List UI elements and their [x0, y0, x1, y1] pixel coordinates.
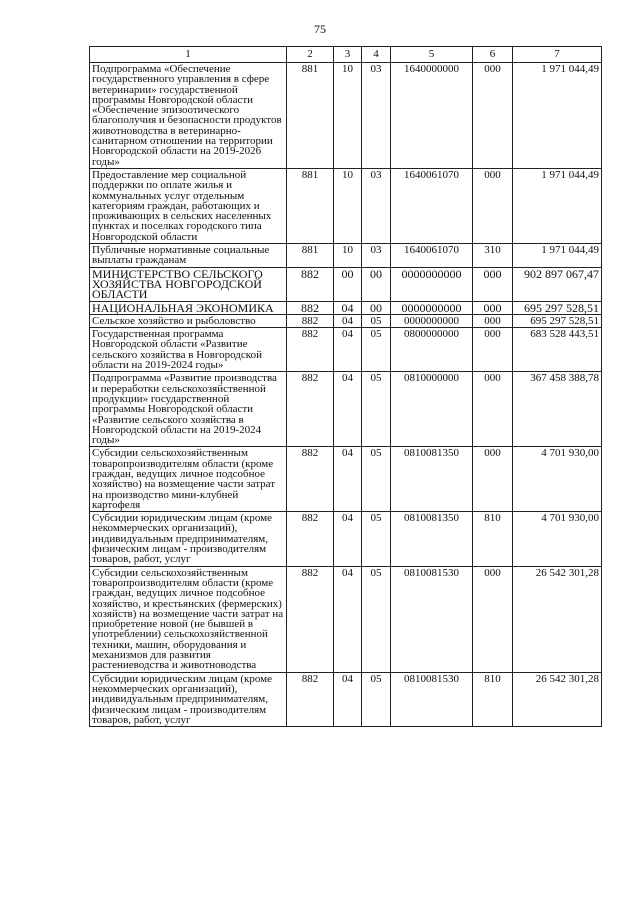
- section-code: 10: [334, 244, 362, 268]
- ministry-code: 882: [287, 372, 334, 447]
- budget-table: [89, 46, 602, 727]
- column-header: 3: [334, 47, 362, 63]
- amount: 26 542 301,28: [513, 672, 602, 726]
- section-code: 04: [334, 672, 362, 726]
- subsection-code: 05: [362, 372, 391, 447]
- column-header: 6: [473, 47, 513, 63]
- amount: 4 701 930,00: [513, 447, 602, 512]
- target-code: 0810081350: [391, 512, 473, 566]
- expense-type-code: 000: [473, 301, 513, 314]
- target-code: 0810081530: [391, 566, 473, 672]
- subsection-code: 05: [362, 328, 391, 372]
- subsection-code: 00: [362, 301, 391, 314]
- header-row: [90, 47, 602, 63]
- amount: 1 971 044,49: [513, 63, 602, 169]
- section-code: 10: [334, 168, 362, 243]
- table-row: [90, 301, 602, 314]
- row-name: МИНИСТЕРСТВО СЕЛЬСКОГО ХОЗЯЙСТВА НОВГОРОДСКОЙ ОБЛАСТИ: [90, 267, 287, 301]
- amount: 683 528 443,51: [513, 328, 602, 372]
- subsection-code: 00: [362, 267, 391, 301]
- subsection-code: 05: [362, 447, 391, 512]
- ministry-code: 882: [287, 301, 334, 314]
- target-code: 0000000000: [391, 314, 473, 327]
- target-code: 1640000000: [391, 63, 473, 169]
- ministry-code: 882: [287, 447, 334, 512]
- ministry-code: 882: [287, 328, 334, 372]
- expense-type-code: 000: [473, 328, 513, 372]
- column-header: 4: [362, 47, 391, 63]
- target-code: 0810081350: [391, 447, 473, 512]
- column-header: 5: [391, 47, 473, 63]
- target-code: 0810081530: [391, 672, 473, 726]
- target-code: 0000000000: [391, 267, 473, 301]
- table-row: [90, 168, 602, 243]
- ministry-code: 882: [287, 314, 334, 327]
- row-name: Субсидии юридическим лицам (кроме некоммерческих организаций), индивидуальным предпринимателям, физическим лицам - производителям товаров, работ, услуг: [90, 512, 287, 566]
- table-row: [90, 372, 602, 447]
- section-code: 00: [334, 267, 362, 301]
- section-code: 04: [334, 372, 362, 447]
- target-code: 0000000000: [391, 301, 473, 314]
- subsection-code: 03: [362, 63, 391, 169]
- expense-type-code: 000: [473, 372, 513, 447]
- ministry-code: 882: [287, 566, 334, 672]
- expense-type-code: 000: [473, 267, 513, 301]
- expense-type-code: 810: [473, 672, 513, 726]
- subsection-code: 05: [362, 672, 391, 726]
- row-name: Подпрограмма «Развитие производства и переработки сельскохозяйственной продукции» государственной программы Новгородской области «Развитие сельского хозяйства в Новгородской области на 2019-2024 годы»: [90, 372, 287, 447]
- page-number: 75: [314, 22, 326, 36]
- expense-type-code: 000: [473, 447, 513, 512]
- row-name: Подпрограмма «Обеспечение государственного управления в сфере ветеринарии» государственной программы Новгородской области «Обеспечение эпизоотического благополучия и безопасности продуктов животноводства в ветеринарно-санитарном отношении на территории Новгородской области на 2019-2026 годы»: [90, 63, 287, 169]
- expense-type-code: 310: [473, 244, 513, 268]
- amount: 1 971 044,49: [513, 244, 602, 268]
- amount: 367 458 388,78: [513, 372, 602, 447]
- expense-type-code: 000: [473, 63, 513, 169]
- subsection-code: 05: [362, 512, 391, 566]
- expense-type-code: 000: [473, 566, 513, 672]
- expense-type-code: 000: [473, 314, 513, 327]
- amount: 695 297 528,51: [513, 314, 602, 327]
- section-code: 10: [334, 63, 362, 169]
- row-name: Предоставление мер социальной поддержки по оплате жилья и коммунальных услуг отдельным категориям граждан, работающих и проживающих в сельских населенных пунктах и поселках городского типа Новгородской области: [90, 168, 287, 243]
- ministry-code: 881: [287, 244, 334, 268]
- amount: 695 297 528,51: [513, 301, 602, 314]
- table-row: [90, 314, 602, 327]
- target-code: 1640061070: [391, 168, 473, 243]
- row-name: Публичные нормативные социальные выплаты гражданам: [90, 244, 287, 268]
- row-name: Субсидии сельскохозяйственным товаропроизводителям области (кроме граждан, ведущих личное подсобное хозяйство, и крестьянских (фермерских) хозяйств) на возмещение части затрат на приобретение новой (не бывшей в употреблении) сельскохозяйственной техники, машин, оборудования и механизмов для развития растениеводства и животноводства: [90, 566, 287, 672]
- section-code: 04: [334, 328, 362, 372]
- column-header: 7: [513, 47, 602, 63]
- target-code: 0800000000: [391, 328, 473, 372]
- table-row: [90, 672, 602, 726]
- target-code: 0810000000: [391, 372, 473, 447]
- table-row: [90, 566, 602, 672]
- subsection-code: 03: [362, 168, 391, 243]
- table-row: [90, 244, 602, 268]
- amount: 4 701 930,00: [513, 512, 602, 566]
- table-row: [90, 63, 602, 169]
- section-code: 04: [334, 512, 362, 566]
- section-code: 04: [334, 301, 362, 314]
- amount: 1 971 044,49: [513, 168, 602, 243]
- subsection-code: 03: [362, 244, 391, 268]
- ministry-code: 882: [287, 267, 334, 301]
- ministry-code: 882: [287, 512, 334, 566]
- section-code: 04: [334, 447, 362, 512]
- ministry-code: 882: [287, 672, 334, 726]
- column-header: 1: [90, 47, 287, 63]
- expense-type-code: 000: [473, 168, 513, 243]
- subsection-code: 05: [362, 566, 391, 672]
- table-row: [90, 267, 602, 301]
- table-row: [90, 512, 602, 566]
- amount: 26 542 301,28: [513, 566, 602, 672]
- section-code: 04: [334, 566, 362, 672]
- subsection-code: 05: [362, 314, 391, 327]
- ministry-code: 881: [287, 168, 334, 243]
- section-code: 04: [334, 314, 362, 327]
- row-name: Государственная программа Новгородской области «Развитие сельского хозяйства в Новгородской области на 2019-2024 годы»: [90, 328, 287, 372]
- amount: 902 897 067,47: [513, 267, 602, 301]
- expense-type-code: 810: [473, 512, 513, 566]
- row-name: Субсидии сельскохозяйственным товаропроизводителям области (кроме граждан, ведущих личное подсобное хозяйство) на возмещение части затрат на производство мини-клубней картофеля: [90, 447, 287, 512]
- row-name: Сельское хозяйство и рыболовство: [90, 314, 287, 327]
- row-name: Субсидии юридическим лицам (кроме некоммерческих организаций), индивидуальным предпринимателям, физическим лицам - производителям товаров, работ, услуг: [90, 672, 287, 726]
- row-name: НАЦИОНАЛЬНАЯ ЭКОНОМИКА: [90, 301, 287, 314]
- ministry-code: 881: [287, 63, 334, 169]
- table-row: [90, 447, 602, 512]
- column-header: 2: [287, 47, 334, 63]
- table-row: [90, 328, 602, 372]
- target-code: 1640061070: [391, 244, 473, 268]
